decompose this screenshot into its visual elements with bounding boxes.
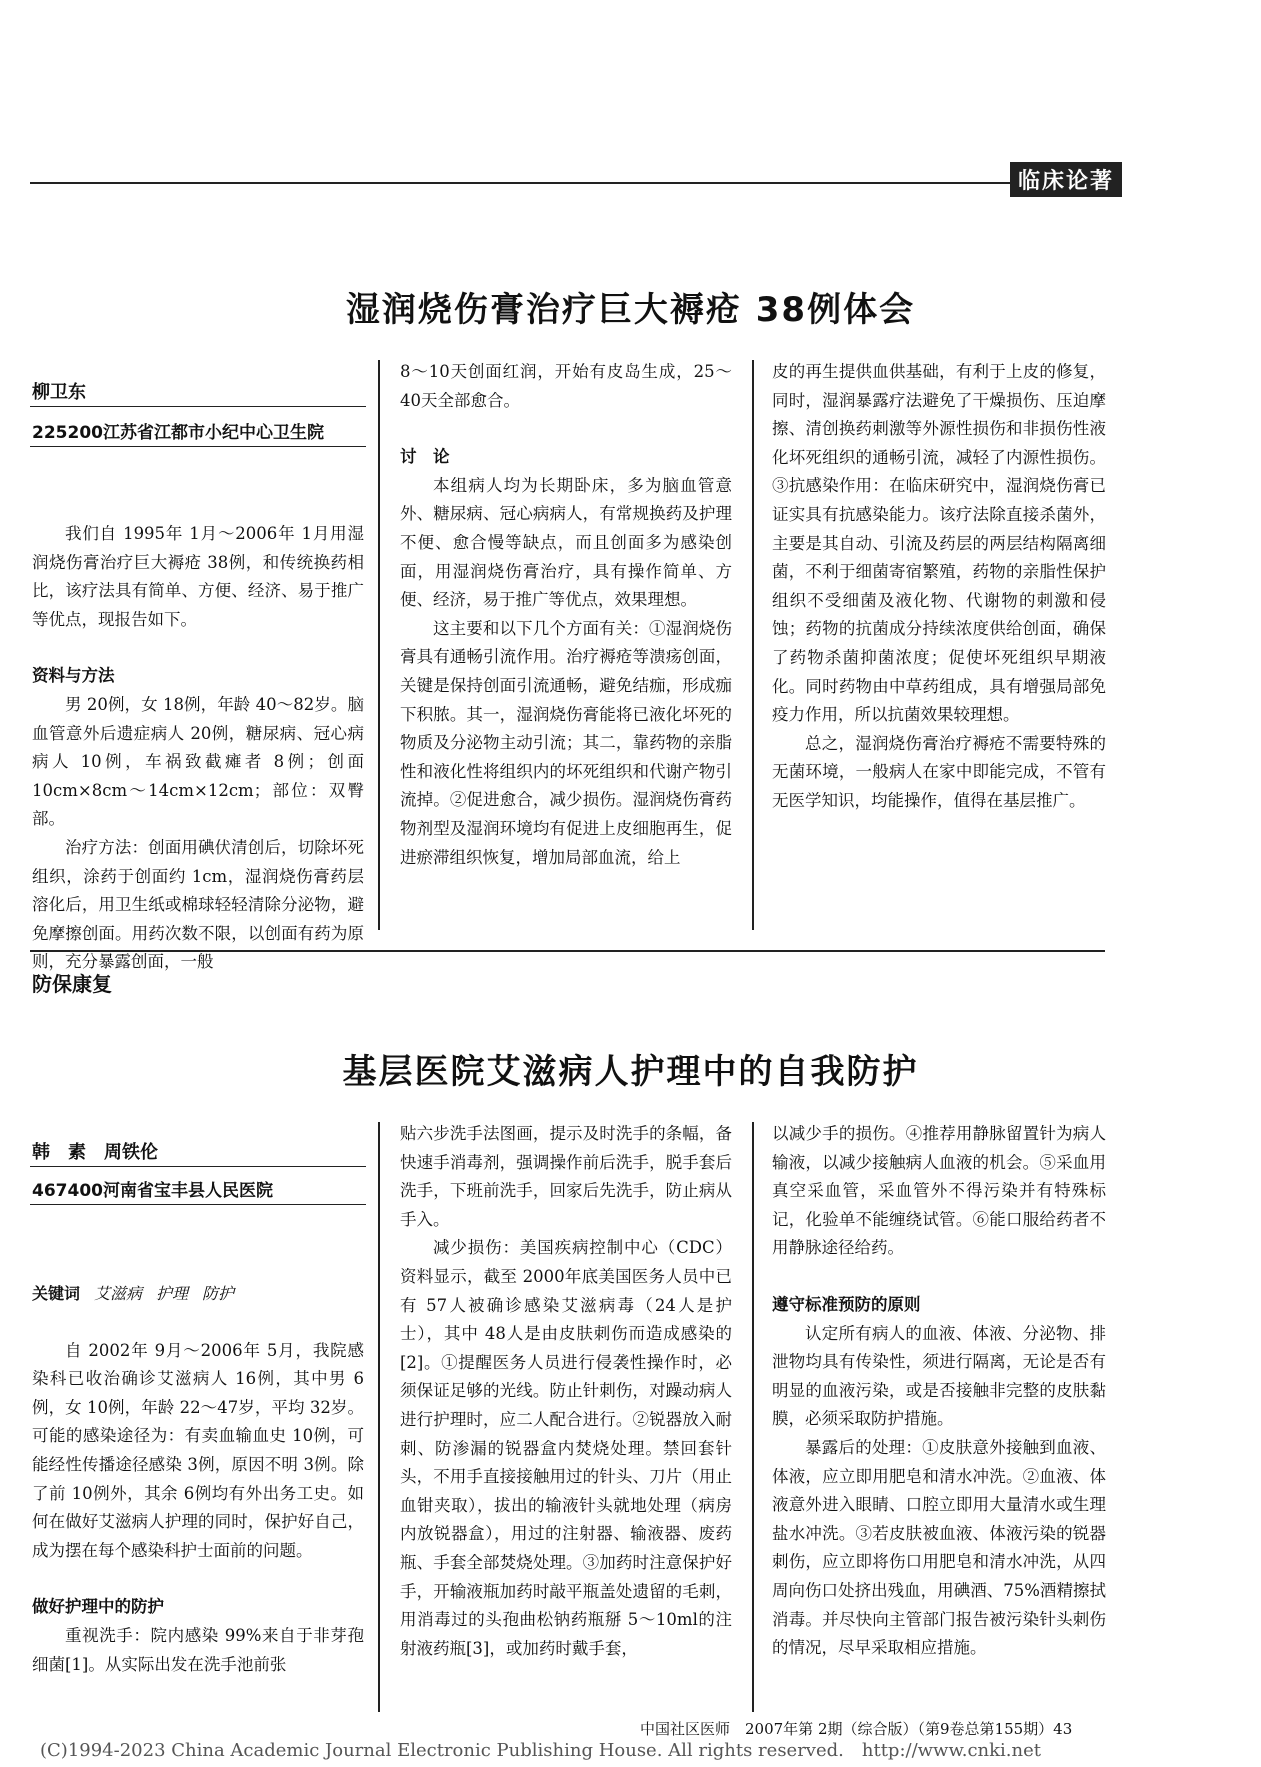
keyword: 艾滋病 [94,1284,143,1303]
column-divider [378,360,380,930]
article2-column-2 [400,1120,732,1663]
treatment-paragraph: 治疗方法：创面用碘伏清创后，切除坏死组织，涂药于创面约 1cm，湿润烧伤膏药层溶化后，用卫生纸或棉球轻轻清除分泌物，避免摩擦创面。用药次数不限，以创面有药为原则，充分暴露创面，一般 [32,837,364,972]
article2-column-1 [32,1280,364,1679]
header-rule [30,182,1045,184]
article2-affiliation: 467400河南省宝丰县人民医院 [32,1181,273,1201]
keyword: 防护 [202,1284,235,1303]
section-tag: 临床论著 [1010,162,1122,197]
article2-title: 基层医院艾滋病人护理中的自我防护 [342,1052,919,1092]
summary-paragraph: 总之，湿润烧伤膏治疗褥疮不需要特殊的无菌环境，一般病人在家中即能完成，不管有无医学知识，均能操作，值得在基层推广。 [772,733,1106,810]
exposure-paragraph: 暴露后的处理：①皮肤意外接触到血液、体液，应立即用肥皂和清水冲洗。②血液、体液意外进入眼睛、口腔立即用大量清水或生理盐水冲洗。③若皮肤被血液、体液污染的锐器刺伤，应立即将伤口用肥皂和清水冲洗，从四周向伤口处挤出残血，用碘酒、75%酒精擦拭消毒。并尽快向主管部门报告被污染针头刺伤的情况，尽早采取相应措施。 [772,1437,1106,1658]
discussion-paragraph-2: 这主要和以下几个方面有关：①湿润烧伤膏具有通畅引流作用。治疗褥疮等溃疡创面，关键是保持创面引流通畅，避免结痂，形成痂下积脓。其一，湿润烧伤膏能将已液化坏死的物质及分泌物主动引流；其二，靠药物的亲脂性和液化性将组织内的坏死组织和代谢产物引流掉。②促进愈合，减少损伤。湿润烧伤膏药物剂型及湿润环境均有促进上皮细胞再生，促进瘀滞组织恢复，增加局部血流，给上 [400,618,732,867]
standard-heading: 遵守标准预防的原则 [772,1294,921,1314]
article2-column-3 [772,1120,1106,1663]
article1-column-2 [400,358,732,872]
discussion-paragraph-1: 本组病人均为长期卧床，多为脑血管意外、糖尿病、冠心病病人，有常规换药及护理不便、愈合慢等缺点，而且创面多为感染创面，用湿润烧伤膏治疗，具有操作简单、方便、经济，易于推广等优点，效果理想。 [400,475,732,610]
keyword: 护理 [156,1284,189,1303]
keywords-line [32,1280,364,1309]
article1-column-3 [772,358,1106,816]
protection-heading: 做好护理中的防护 [32,1597,164,1617]
article1-affiliation: 225200江苏省江都市小纪中心卫生院 [32,423,324,443]
section-rule [30,950,1105,952]
copyright-watermark: (C)1994-2023 China Academic Journal Electronic Publishing House. All rights reserved. http://www.cnki.net [40,1740,1041,1761]
handwash-paragraph: 重视洗手：院内感染 99%来自于非芽孢细菌[1]。从实际出发在洗手池前张 [32,1625,364,1674]
journal-footer: 中国社区医师 2007年第 2期（综合版）（第9卷总第155期）43 [640,1720,1073,1738]
author-divider [30,1166,366,1167]
injury-paragraph: 减少损伤：美国疾病控制中心（CDC）资料显示，截至 2000年底美国医务人员中已有 57人被确诊感染艾滋病毒（24人是护士），其中 48人是由皮肤刺伤而造成感染的[2]。①提醒医务人员进行侵袭性操作时，必须保证足够的光线。防止针刺伤，对躁动病人进行护理时，应二人配合进行。②锐器放入耐刺、防渗漏的锐器盒内焚烧处理。禁回套针头，不用手直接接触用过的针头、刀片（用止血钳夹取），拔出的输液针头就地处理（病房内放锐器盒），用过的注射器、输液器、废药瓶、手套全部焚烧处理。③加药时注意保护好手，开输液瓶加药时敲平瓶盖处遗留的毛刺，用消毒过的头孢曲松钠药瓶掰 5～10ml的注射液药瓶[3]，或加药时戴手套， [400,1238,732,1658]
column-divider [752,1122,754,1712]
patients-paragraph: 男 20例，女 18例，年龄 40～82岁。脑血管意外后遗症病人 20例，糖尿病、冠心病病人 10例，车祸致截瘫者 8例；创面 10cm×8cm～14cm×12cm；部位：双臀部。 [32,694,364,829]
article1-title: 湿润烧伤膏治疗巨大褥疮 38例体会 [345,290,916,330]
article1-column-1 [32,520,364,977]
continued-paragraph: 8～10天创面红润，开始有皮岛生成，25～40天全部愈合。 [400,362,732,410]
article1-author: 柳卫东 [32,382,86,403]
column-divider [752,360,754,930]
intro-paragraph: 我们自 1995年 1月～2006年 1月用湿润烧伤膏治疗巨大褥疮 38例，和传统换药相比，该疗法具有简单、方便、经济、易于推广等优点，现报告如下。 [32,524,364,629]
standard-paragraph: 认定所有病人的血液、体液、分泌物、排泄物均具有传染性，须进行隔离，无论是否有明显的血液污染，或是否接触非完整的皮肤黏膜，必须采取防护措施。 [772,1323,1106,1429]
discussion-heading: 讨 论 [400,447,450,467]
methods-heading: 资料与方法 [32,666,115,686]
keywords-label: 关键词 [32,1284,81,1303]
continued-paragraph: 皮的再生提供血供基础，有利于上皮的修复，同时，湿润暴露疗法避免了干燥损伤、压迫摩擦、清创换药刺激等外源性损伤和非损伤性液化坏死组织的通畅引流，减轻了内源性损伤。③抗感染作用：在临床研究中，湿润烧伤膏已证实具有抗感染能力。该疗法除直接杀菌外，主要是其自动、引流及药层的两层结构隔离细菌，不利于细菌寄宿繁殖，药物的亲脂性保护组织不受细菌及液化物、代谢物的刺激和侵蚀；药物的抗菌成分持续浓度供给创面，确保了药物杀菌抑菌浓度；促使坏死组织早期液化。同时药物由中草药组成，具有增强局部免疫力作用，所以抗菌效果较理想。 [772,362,1106,725]
section-label: 防保康复 [32,972,112,996]
article2-authors: 韩 素 周铁伦 [32,1142,158,1163]
continued-paragraph: 贴六步洗手法图画，提示及时洗手的条幅，备快速手消毒剂，强调操作前后洗手，脱手套后洗手，下班前洗手，回家后先洗手，防止病从手入。 [400,1124,732,1229]
continued-paragraph: 以减少手的损伤。④推荐用静脉留置针为病人输液，以减少接触病人血液的机会。⑤采血用真空采血管，采血管外不得污染并有特殊标记，化验单不能缠绕试管。⑥能口服给药者不用静脉途径给药。 [772,1124,1106,1258]
intro-paragraph: 自 2002年 9月～2006年 5月，我院感染科已收治确诊艾滋病人 16例，其中男 6例，女 10例，年龄 22～47岁，平均 32岁。可能的感染途径为：有卖血输血史 10例，可能经性传播途径感染 3例，原因不明 3例。除了前 10例外，其余 6例均有外出务工史。如何在做好艾滋病人护理的同时，保护好自己，成为摆在每个感染科护士面前的问题。 [32,1340,364,1560]
column-divider [378,1122,380,1712]
author-divider [30,406,366,407]
affiliation-divider [30,1204,366,1205]
affiliation-divider [30,446,366,447]
